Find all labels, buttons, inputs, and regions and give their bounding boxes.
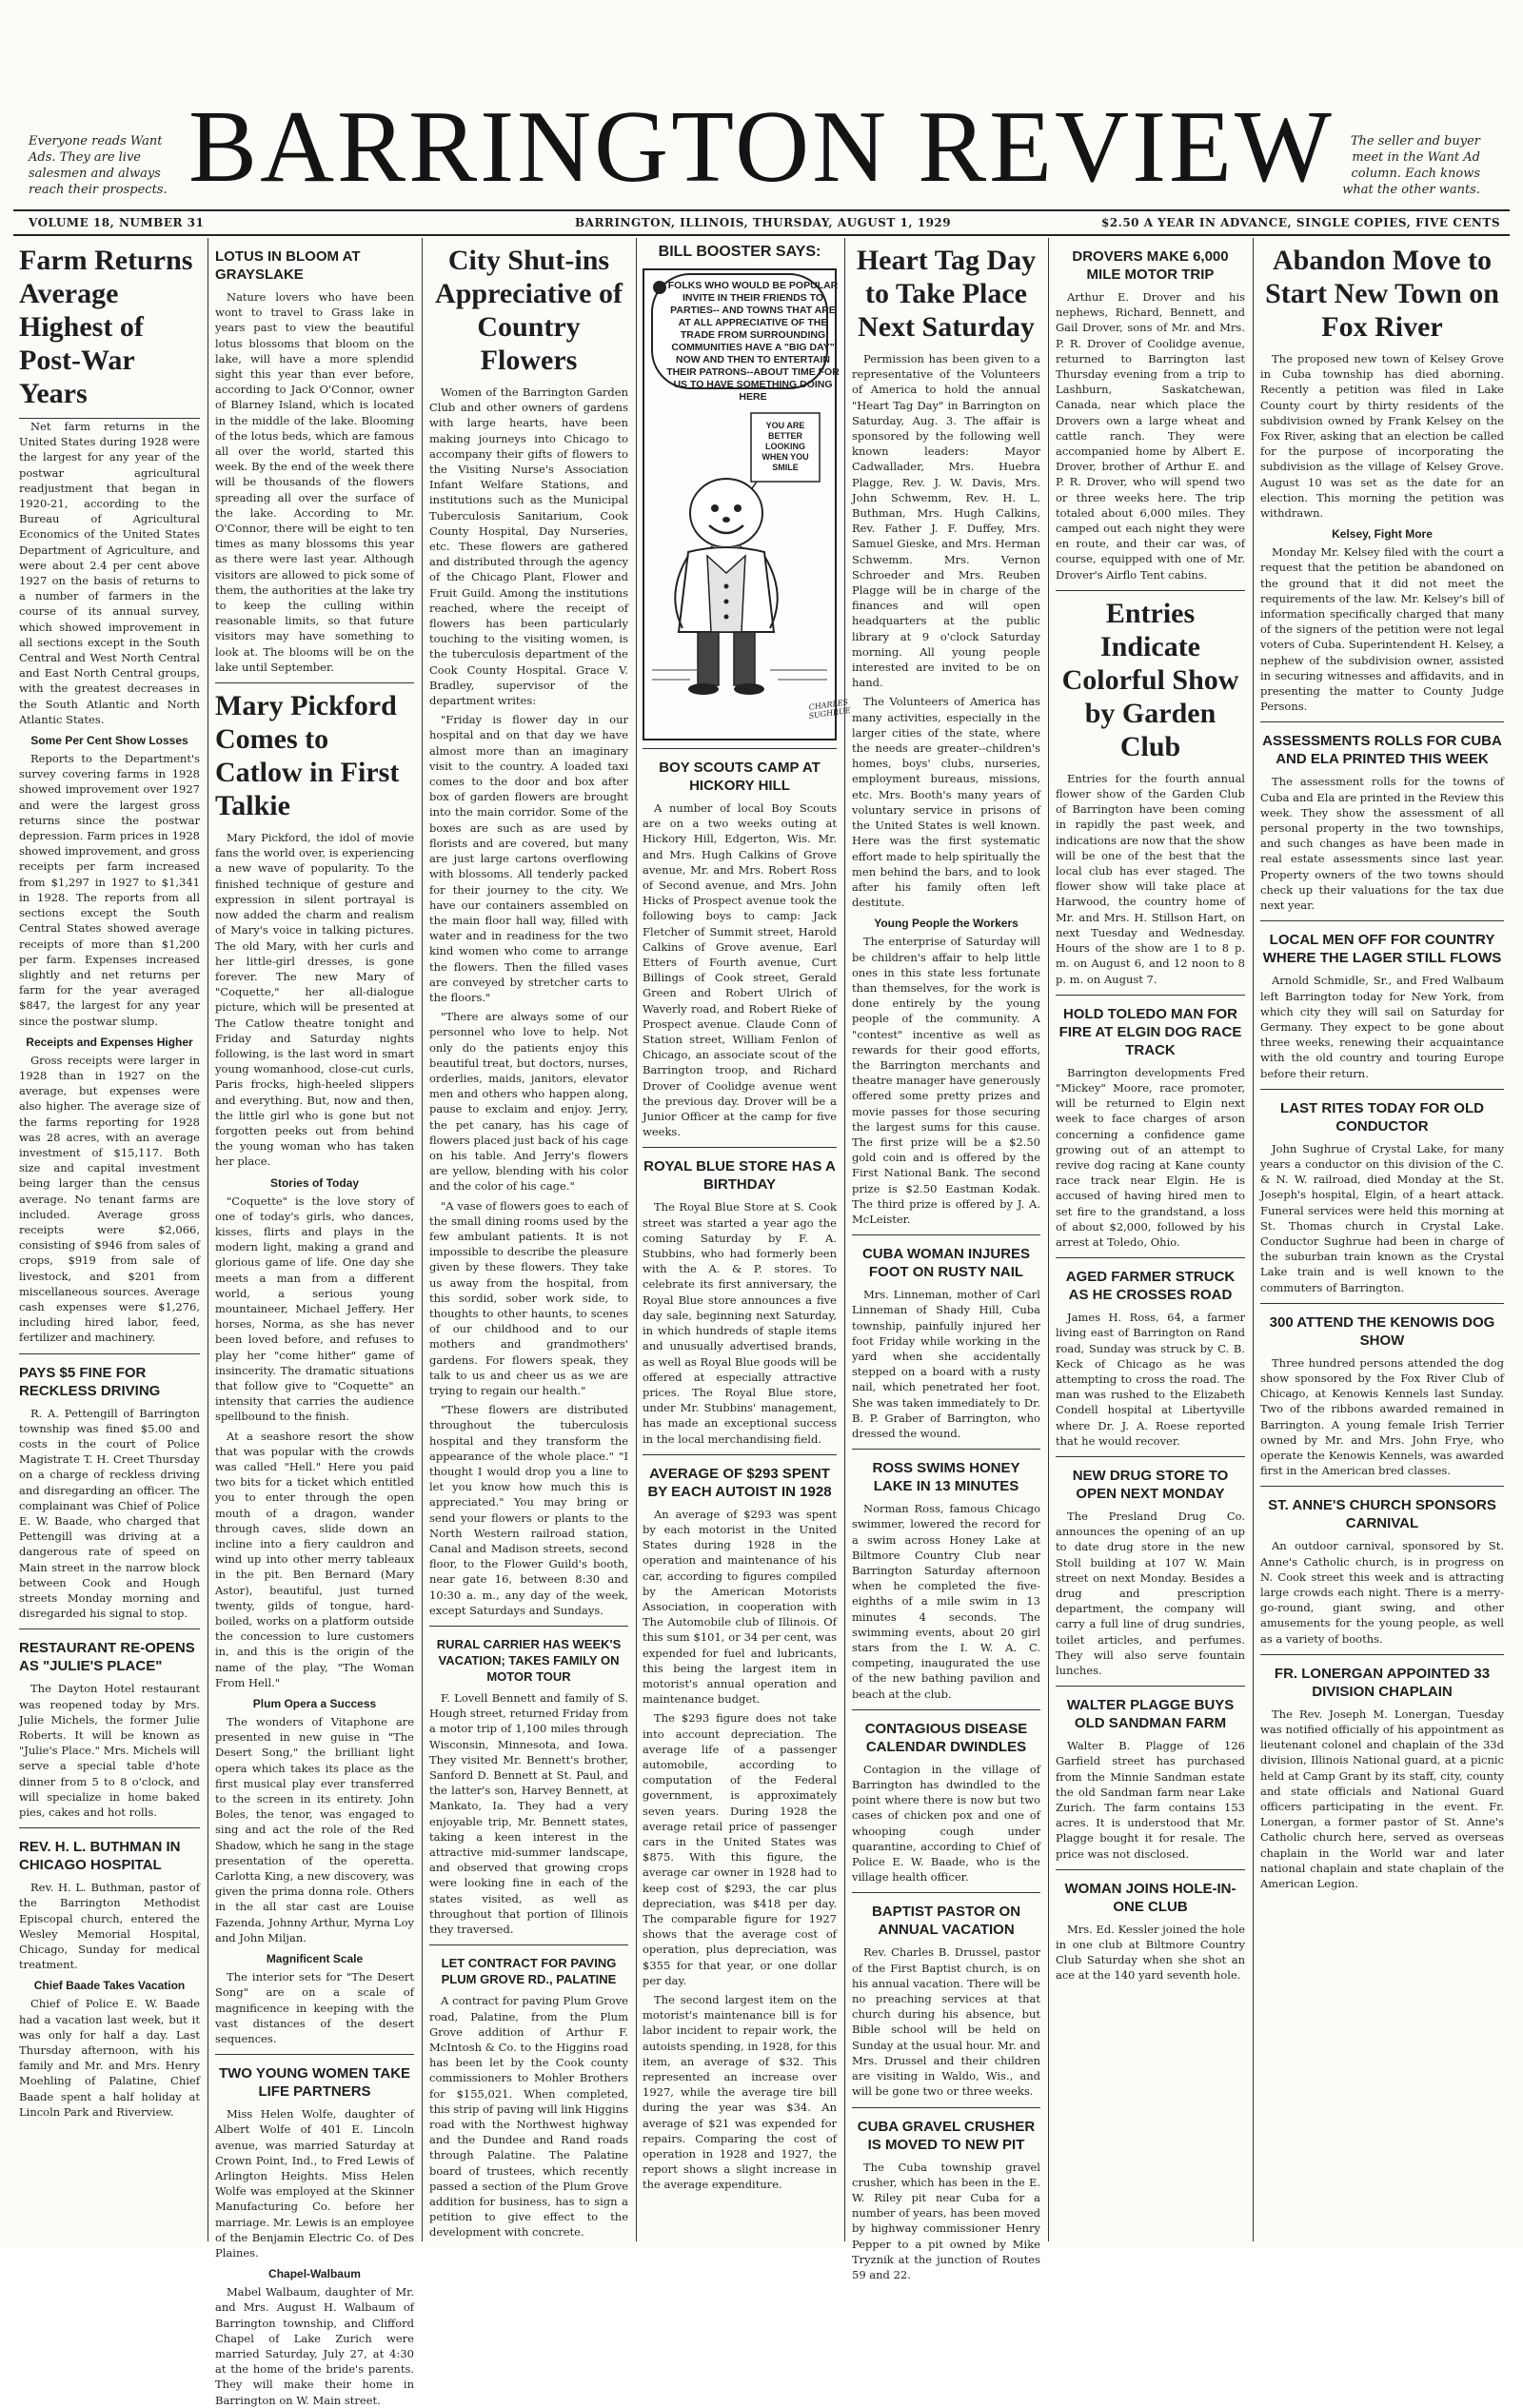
article-divider xyxy=(1260,1654,1504,1655)
article-body: Walter B. Plagge of 126 Garfield street has purchased from the Minnie Sandman estate the old Sandman farm near Lake Zurich. The farm contains 153 acres. It is understood that Mr. Plagge bought it for resale. The price was not disclosed. xyxy=(1056,1739,1245,1861)
dateline xyxy=(13,213,1510,232)
article-body: The Volunteers of America has many activities, especially in the larger cities of the state, where the needs are greater--children's homes, boys' clubs, nurseries, employment bureaus, missions, etc. Mrs. Booth's many years of voluntary service in prisons of the United States is well known. Here was the first systematic effort made to help spiritually the men behind the bars, and to look after his family often left destitute. xyxy=(852,695,1040,910)
subhead: Kelsey, Fight More xyxy=(1332,527,1433,542)
subhead: Young People the Workers xyxy=(874,917,1019,931)
headline-boy-scouts: BOY SCOUTS CAMP AT HICKORY HILL xyxy=(659,760,821,794)
headline-drovers-trip: DROVERS MAKE 6,000 MILE MOTOR TRIP xyxy=(1072,248,1229,283)
column-rule xyxy=(422,238,423,2241)
right-ear-note: The seller and buyer meet in the Want Ad column. Each knows what the other wants. xyxy=(1342,134,1480,197)
subhead: Stories of Today xyxy=(269,1175,360,1190)
article-body: The Cuba township gravel crusher, which has been in the E. W. Riley pit near Cuba for a number of years, has been moved by highway commissioner Henry Pepper to a pit owned by Mike Tryznik at the junction of Routes 59 and 22. xyxy=(852,2160,1040,2281)
column-1 xyxy=(19,238,200,2241)
masthead-rule-bottom xyxy=(13,234,1510,236)
column-3 xyxy=(429,238,628,2241)
article-body: At a seashore resort the show that was popular with the crowds was called "Hell." Here you paid two bits for a ticket which entitled you to enter through the open mouth of a dragon, wander through caves, slide down an incline into a fiery cauldron and wind up into other merry tableaux in the pit. Ben Bernard (Mary Astor), beautiful, just turned twenty, gilds of tongue, hard-boiled, works on a platform outside the concession to lure customers in, and this is the origin of the name of the play, "The Woman From Hell." xyxy=(215,1429,414,1689)
article-divider xyxy=(19,1827,200,1828)
headline-autoist-spending: AVERAGE OF $293 SPENT BY EACH AUTOIST IN 1928 xyxy=(647,1465,832,1500)
article-body: The interior sets for "The Desert Song" are on a scale of magnificence in keeping with the vast distances of the desert sequences. xyxy=(215,1970,414,2045)
article-body: Mabel Walbaum, daughter of Mr. and Mrs. August H. Walbaum of Barrington township, and Clifford Chapel of Lake Zurich were married Saturday, July 27, at 4:30 at the home of the bride's parents. They will make their home in Barrington on W. Main street. xyxy=(215,2285,414,2407)
article-body: The Royal Blue Store at S. Cook street was started a year ago the coming Saturday by F. A. Stubbins, who had formerly been with the A. & P. stores. To celebrate its first anniversary, the Royal Blue store announces a five day sale, beginning next Saturday, in which hundreds of staple items and unusually advertised brands, as well as Royal Blue goods will be offered at especially attractive prices. The Royal Blue store, under Mr. Stubbins' management, has made an exceptional success in the local merchandising field. xyxy=(643,1200,837,1446)
cartoonist-signature: CHARLES SUGHRUE xyxy=(808,698,852,720)
article-body: "A vase of flowers goes to each of the small dining rooms used by the few ambulant patients. It is not impossible to describe the pleasure given by these flowers. They take us away from the hospital, from this sordid, sober work side, to thoughts to other haunts, to scenes of our childhood and to our mothers and grandmothers' gardens. For flowers speak, they talk to us and cheer us as we are trying to regain our health." xyxy=(429,1198,628,1397)
article-body: The $293 figure does not take into account depreciation. The average life of a passenger automobile, according to computation of the Federal government, is approximately seven years. During 1928 the average retail price of passenger cars in the United States was $875. With this figure, the average car owner in 1928 had to keep cost of $293, the car plus depreciation, was $418 per day. The comparable figure for 1927 shows that the average cost of operation, plus depreciation, was $355 for that year, or one dollar per day. xyxy=(643,1711,837,1987)
headline-royal-blue: ROYAL BLUE STORE HAS A BIRTHDAY xyxy=(643,1158,836,1194)
headline-st-annes-carnival: ST. ANNE'S CHURCH SPONSORS CARNIVAL xyxy=(1268,1497,1496,1532)
headline-toledo-man: HOLD TOLEDO MAN FOR FIRE AT ELGIN DOG RACE TRACK xyxy=(1058,1005,1242,1058)
masthead-rule-top xyxy=(13,209,1510,211)
cartoon-speech-bubble: YOU ARE BETTER LOOKING WHEN YOU SMILE xyxy=(762,421,809,472)
article-body: Rev. Charles B. Drussel, pastor of the First Baptist church, is on his annual vacation. There will be no preaching services at that church during his absence, but Bible school will be held on Sunday at the usual hour. Mr. and Mrs. Drussel and their children are visiting in Waldo, Wis., and will be gone two or three weeks. xyxy=(852,1945,1040,2099)
article-divider xyxy=(1056,590,1245,591)
article-body: The Presland Drug Co. announces the opening of an up to date drug store in the new Stoll building at 107 W. Main street on next Monday. Besides a drug and prescription department, the company will carry a full line of drug sundries, toilet articles, and perfumes. They will also serve fountain lunches. xyxy=(1056,1509,1245,1677)
subhead: Chief Baade Takes Vacation xyxy=(33,1979,186,1993)
bill-booster-cartoon xyxy=(643,268,852,740)
article-body: Mrs. Linneman, mother of Carl Linneman of Shady Hill, Cuba township, painfully injured her foot Friday while working in the yard when she accidentally stepped on a board with a rusty nail, which penetrated her foot. She was taken immediately to Dr. B. P. Graber of Barrington, who dressed the wound. xyxy=(852,1288,1040,1440)
article-body: Women of the Barrington Garden Club and other owners of gardens with large hearts, have been making journeys into Chicago to accompany their gifts of flowers to the Visiting Nurse's Association Infant Welfare Stations, and institutions such as the Municipal Tuberculosis Sanitarium, Cook County Hospital, Day Nurseries, etc. These flowers are gathered and distributed through the agency of the Chicago Plant, Flower and Fruit Guild. Among the institutions reached, where the receipt of flowers has been particularly touching to the visiting women, is the tuberculosis department of the Cook County Hospital. Grace V. Bradley, supervisor of the department writes: xyxy=(429,385,628,708)
subhead: Chapel-Walbaum xyxy=(268,2267,361,2281)
left-ear-note: Everyone reads Want Ads. They are live salesmen and always reach their prospects. xyxy=(29,134,168,197)
article-body: Arnold Schmidle, Sr., and Fred Walbaum left Barrington today for New York, from which city they will sail on Saturday for Germany. They expect to be gone about three weeks, renewing their acquaintance with the old country and touring Europe before their return. xyxy=(1260,974,1504,1080)
headline-heart-tag-day: Heart Tag Day to Take Place Next Saturday xyxy=(856,245,1037,343)
article-body: Gross receipts were larger in 1928 than in 1927 on the average, but expenses were also higher. The average size of the farms reporting for 1928 was 28 acres, with an average investment of $15,117. Both size and capital investment being larger than the census average. No tenant farms are included. Average gross receipts were $2,066, consisting of $946 from sales of crops, $919 from sale of livestock, and $201 from miscellaneous sources. Average cash expenses were $1,276, including hired labor, feed, fertilizer and machinery. xyxy=(19,1053,200,1345)
headline-local-men-germany: LOCAL MEN OFF FOR COUNTRY WHERE THE LAGER STILL FLOWS xyxy=(1262,932,1502,967)
volume-number: VOLUME 18, NUMBER 31 xyxy=(29,216,205,229)
article-body: The second largest item on the motorist's maintenance bill is for labor incident to repair work, the autoists spending, in 1928, for this item, an average of $32. This represented an increase over 1927, while the average tire bill during the year was $34. An average of $21 was expended for repairs. Comparing the cost of operation in 1928 and 1927, the report shows a slight increase in the average expenditure. xyxy=(643,1993,837,2192)
article-body: "Friday is flower day in our hospital and on that day we have almost more than an imaginary visit to the country. A loaded taxi comes to the door and box after box of garden flowers are brought into the main corridor. Some of the boxes are such as are used by florists and are covered, but many are just large cartons overflowing with blossoms. All tenderly packed for their journey to the city. We have our containers assembled on the main floor hall way, filled with water and in readiness for the two kind women who come to arrange the flowers. Then the filled vases are conveyed by stretcher carts to the floors." xyxy=(429,713,628,1004)
article-body: "There are always some of our personnel who love to help. Not only do the patients enjoy this beautiful treat, but doctors, nurses, orderlies, maids, janitors, elevator men and others who happen along, pause to exclaim and enjoy. Jerry, the pet canary, has his cage of flowers placed just back of his cage on his table. And Jerry's flowers are yellow, blending with his color and the color of his cage." xyxy=(429,1010,628,1194)
article-divider xyxy=(1056,1257,1245,1258)
column-rule xyxy=(1253,238,1254,2241)
article-body: The enterprise of Saturday will be children's affair to help little ones in this state less fortunate than themselves, for the work is done entirely by the young people of the community. A "contest" incentive as well as rewards for their good efforts, the Barrington merchants and theatre manager have generously offered some pretty prizes and movie passes for those securing the largest sums for this cause. The first prize will be a $2.50 gold coin and is offered by the First National Bank. The second prize is $2.50 Eastman Kodak. The third prize is offered by J. A. McLeister. xyxy=(852,935,1040,1226)
article-divider xyxy=(1260,1303,1504,1304)
article-body: F. Lovell Bennett and family of S. Hough street, returned Friday from a motor trip of 1,100 miles through Wisconsin, Minnesota, and Iowa. They visited Mr. Bennett's brother, Sanford D. Bennett at St. Paul, and the latter's son, Harvey Bennett, at Mankato, Ia. They had a very enjoyable trip, Mr. Bennett states, taking a keen interest in the attractive mid-summer landscape, and observed that growing crops were looking fine in each of the states visited, as well as throughout that portion of Illinois they traversed. xyxy=(429,1691,628,1937)
article-body: Three hundred persons attended the dog show sponsored by the Fox River Club of Chicago, at Kenowis Kennels last Sunday. Two of the ribbons awarded remained in Barrington. A young female Irish Terrier owned by Mr. and Mrs. John Frye, who operate the Kenowis Kennels, was awarded first in the American bred classes. xyxy=(1260,1355,1504,1478)
column-7 xyxy=(1260,238,1504,2241)
article-body: "These flowers are distributed throughout the tuberculosis hospital and they transform the appearance of the whole place." "I thought I would drop you a line to let you know how much this is appreciated." You may bring or send your flowers or plants to the North Western railroad station, Canal and Madison streets, second floor, to the Flower Guild's booth, near gate 16, between 8:30 and 10:30 a. m., any day of the week, except Saturdays and Sundays. xyxy=(429,1403,628,1617)
article-divider xyxy=(643,1147,837,1148)
article-divider xyxy=(643,748,837,749)
column-rule xyxy=(636,238,637,2241)
article-body: Miss Helen Wolfe, daughter of Albert Wolfe of 401 E. Lincoln avenue, was married Saturday at Crown Point, Ind., to Fred Lewis of Arlington Heights. Miss Helen Wolfe was employed at the Skinner Manufacturing Co. before her marriage. Mr. Lewis is an employee of the Benjamin Electric Co. of Des Plaines. xyxy=(215,2107,414,2260)
article-body: The wonders of Vitaphone are presented in new guise in "The Desert Song," the brilliant light opera which takes its place as the first musical play ever transferred to the screen in its entirety. John Boles, the tenor, was engaged to sing and act the role of the Red Shadow, which he sang in the stage presentation of the operetta. Carlotta King, a new discovery, was given the prima donna role. Others in the all star cast are Louise Fazenda, Johnny Arthur, Myrna Loy and John Miljan. xyxy=(215,1715,414,1944)
article-body: Reports to the Department's survey covering farms in 1928 showed improvement over 1927 and were the largest gross returns since the postwar depression. Farm prices in 1928 showed improvement, and gross receipts per farm increased from $1,297 in 1927 to $1,341 in 1928. The reports from all sections except the South Central States showed average receipts of more than $1,200 per farm. Expenses increased slightly and net returns per farm for the year averaged $847, the largest for any year since the postwar slump. xyxy=(19,752,200,1028)
article-body: The Dayton Hotel restaurant was reopened today by Mrs. Julie Michels, the former Julie Roberts. It will be known as "Julie's Place." Mrs. Michels will serve a special table d'hote dinner from 5 to 8 o'clock, and will specialize in home baked pies, cakes and hot rolls. xyxy=(19,1682,200,1820)
article-divider xyxy=(215,682,414,683)
article-divider xyxy=(852,2107,1040,2108)
headline-two-young-women: TWO YOUNG WOMEN TAKE LIFE PARTNERS xyxy=(218,2065,411,2101)
cartoon-caption: FOLKS WHO WOULD BE POPULAR INVITE IN THEIR FRIENDS TO PARTIES-- AND TOWNS THAT ARE AT ALL APPRECIATIVE OF THE TRADE FROM SURROUNDING COMMUNITIES HAVE A "BIG DAY" NOW AND THEN TO ENTERTAIN THEIR PATRONS--ABOUT TIME FOR US TO HAVE SOMETHING DOING HERE xyxy=(666,280,840,403)
article-divider xyxy=(1260,1089,1504,1090)
article-divider xyxy=(1056,1869,1245,1870)
article-body: John Sughrue of Crystal Lake, for many years a conductor on this division of the C. & N. W. railroad, died Monday at the St. Joseph's hospital, Elgin, of a heart attack. Funeral services were held this morning at St. Thomas church in Crystal Lake. Conductor Sughrue had been in charge of the suburban train known as the Crystal Lake train and is well known to the commuters of Barrington. xyxy=(1260,1141,1504,1294)
article-body: Monday Mr. Kelsey filed with the court a request that the petition be abandoned on the ground that it did not meet the requirements of the law. Mr. Kelsey's bill of information specifically charged that many of the signers of the petition were not legal voters of Cuba. Superintendent H. Kelsey, a nephew of the subdivision owner, assisted in securing witnesses and affidavits, and in presenting the matter to County Judge Persons. xyxy=(1260,545,1504,714)
headline-mary-pickford: Mary Pickford Comes to Catlow in First Talkie xyxy=(215,690,400,822)
headline-walter-plagge: WALTER PLAGGE BUYS OLD SANDMAN FARM xyxy=(1066,1697,1235,1732)
article-divider xyxy=(19,1628,200,1629)
article-body: The Rev. Joseph M. Lonergan, Tuesday was notified officially of his appointment as lieutenant colonel and chaplain of the 33d division, Illinois National guard, at a picnic held at Camp Grant by its staff, city, county and state officials and National Guard officers participating in the event. Fr. Lonergan, a former pastor of St. Anne's Catholic church here, served as overseas chaplain in the World war and later national chaplain and state chaplain of the American Legion. xyxy=(1260,1707,1504,1891)
subhead: Some Per Cent Show Losses xyxy=(30,734,188,748)
headline-abandon-move: Abandon Move to Start New Town on Fox River xyxy=(1265,245,1499,343)
subhead: Magnificent Scale xyxy=(266,1952,364,1966)
headline-new-drug-store: NEW DRUG STORE TO OPEN NEXT MONDAY xyxy=(1072,1467,1229,1502)
article-body: James H. Ross, 64, a farmer living east of Barrington on Rand road, Sunday was struck by C. B. Keck of Chicago as he was attempting to cross the road. The man was rushed to the Elizabeth Condell hospital at Libertyville where Dr. J. A. Roese reported that he would recover. xyxy=(1056,1311,1245,1448)
article-divider xyxy=(1260,920,1504,921)
article-body: An outdoor carnival, sponsored by St. Anne's Catholic church, is in progress on N. Cook street this week and is attracting large crowds each night. There is a merry-go-round, giant swing, and other amusements for the young people, as well as a variety of booths. xyxy=(1260,1539,1504,1646)
cartoon-title: BILL BOOSTER SAYS: xyxy=(658,244,821,260)
article-divider xyxy=(852,1709,1040,1710)
article-divider xyxy=(19,1353,200,1354)
masthead-title: BARRINGTON REVIEW xyxy=(188,90,1335,204)
article-divider xyxy=(1056,995,1245,996)
headline-city-shut-ins: City Shut-ins Appreciative of Country Flowers xyxy=(435,245,623,376)
article-divider xyxy=(215,2054,414,2055)
article-body: Entries for the fourth annual flower show of the Garden Club of Barrington have been coming in rapidly the past week, and indications are now that the show will be one of the best that the local club has ever staged. The flower show will take place at Harwood, the country home of Mr. and Mrs. H. Stillson Hart, on next Tuesday and Wednesday. Hours of the show are 1 to 8 p. m. on August 6, and 12 noon to 8 p. m. on August 7. xyxy=(1056,771,1245,986)
article-divider xyxy=(429,1626,628,1627)
headline-rural-carrier: RURAL CARRIER HAS WEEK'S VACATION; TAKES FAMILY ON MOTOR TOUR xyxy=(436,1637,622,1685)
headline-contagious-disease: CONTAGIOUS DISEASE CALENDAR DWINDLES xyxy=(864,1720,1028,1755)
column-rule xyxy=(1048,238,1049,2241)
article-divider xyxy=(1056,1686,1245,1687)
column-5 xyxy=(852,238,1040,2281)
article-body: Norman Ross, famous Chicago swimmer, lowered the record for a swim across Honey Lake at Biltmore Country Club near Barrington Saturday afternoon when he completed the five-eighths of a mile swim in 13 minutes 4 seconds. The swimming events, about 20 girl stars from the I. W. A. C. competing, inaugurated the use of the new bathing pavilion and beach at the club. xyxy=(852,1502,1040,1701)
article-body: A contract for paving Plum Grove road, Palatine, from the Plum Grove addition of Arthur F. McIntosh & Co. to the Higgins road has been let by the Cook county commissioners to Mohler Brothers for $155,021. When completed, this strip of paving will link Higgins road with the Northwest highway and the Dundee and Rand roads through Palatine. The Palatine board of trustees, which recently passed a section of the Plum Grove addition for business, has to sign a petition to give effect to the development with concrete. xyxy=(429,1994,628,2240)
headline-cuba-woman: CUBA WOMAN INJURES FOOT ON RUSTY NAIL xyxy=(861,1246,1031,1281)
article-divider xyxy=(852,1234,1040,1235)
subhead: Plum Opera a Success xyxy=(252,1697,377,1711)
headline-hole-in-one: WOMAN JOINS HOLE-IN-ONE CLUB xyxy=(1064,1880,1236,1915)
place-and-date: BARRINGTON, ILLINOIS, THURSDAY, AUGUST 1, 1929 xyxy=(575,216,952,229)
headline-lotus: LOTUS IN BLOOM AT GRAYSLAKE xyxy=(215,248,361,283)
article-divider xyxy=(852,1892,1040,1893)
headline-restaurant: RESTAURANT RE-OPENS AS "JULIE'S PLACE" xyxy=(19,1640,195,1675)
article-body: Nature lovers who have been wont to travel to Grass lake in years past to view the beautiful lotus blossoms that bloom on the lake, will have a more splendid sight this year than ever before, according to Jack O'Connor, owner of Blarney Island, which is located in the middle of the lake. Blooming of the lotus beds, which are famous all over the world, started this week. By the end of the week there will be thousands of the flowers spreading all over the surface of the lake. According to Mr. O'Connor, there will be eight to ten times as many blossoms this year as there were last year. Although visitors are allowed to pick some of them, the authorities at the lake try to keep the culling within reasonable limits, so that future visitors may have something to look at. The blooms will be on the lake until September. xyxy=(215,290,414,674)
headline-buthman: REV. H. L. BUTHMAN IN CHICAGO HOSPITAL xyxy=(19,1839,181,1874)
headline-baptist-pastor: BAPTIST PASTOR ON ANNUAL VACATION xyxy=(871,1904,1021,1939)
headline-last-rites: LAST RITES TODAY FOR OLD CONDUCTOR xyxy=(1280,1099,1484,1135)
article-divider xyxy=(1260,1486,1504,1487)
article-divider xyxy=(429,1944,628,1945)
article-divider xyxy=(1260,721,1504,722)
article-divider xyxy=(643,1454,837,1455)
headline-ross-swims: ROSS SWIMS HONEY LAKE IN 13 MINUTES xyxy=(872,1460,1020,1495)
column-4 xyxy=(643,238,852,2241)
headline-garden-club-show: Entries Indicate Colorful Show by Garden Club xyxy=(1061,597,1239,762)
article-body: An average of $293 was spent by each motorist in the United States during 1928 in the operation and maintenance of his car, according to figures compiled by the American Motorists Association, in cooperation with The Automobile club of Illinois. Of this sum $101, or 34 per cent, was expended for fuel and lubricants, this being the largest item in motorist's annual operation and maintenance budget. xyxy=(643,1507,837,1707)
article-body: Net farm returns in the United States during 1928 were the largest for any year of the postwar agricultural readjustment that began in 1920-21, according to the Bureau of Agricultural Economics of the United States Department of Agriculture, and were about 2.4 per cent above 1927 on the basis of returns to a number of farmers in the course of its annual survey, which showed improvement in all sections except in the South Central and West North Central and East North Central groups, with the greatest decreases in the South Atlantic and North Atlantic States. xyxy=(19,420,200,726)
headline-assessment-rolls: ASSESSMENTS ROLLS FOR CUBA AND ELA PRINTED THIS WEEK xyxy=(1262,733,1502,768)
article-body: Mary Pickford, the idol of movie fans the world over, is experiencing a new wave of popularity. To the finished technique of gesture and expression in silent portrayal is now added the charm and realism of Mary's voice in talking pictures. The old Mary, with her curls and her little-girl dresses, is gone forever. The new Mary of "Coquette," her all-dialogue picture, which will be presented at The Catlow theatre tonight and Friday and Saturday nights following, is the last word in smart young womanhood, close-cut curls, Paris frocks, high-heeled slippers and everything. But, now and then, the little girl who is gone but not forgotten peeks out from behind the young woman who has taken her place. xyxy=(215,831,414,1169)
article-body: Rev. H. L. Buthman, pastor of the Barrington Methodist Episcopal church, entered the Wesley Memorial Hospital, Chicago, Sunday for medical treatment. xyxy=(19,1881,200,1972)
column-2 xyxy=(215,238,414,2407)
article-body: The assessment rolls for the towns of Cuba and Ela are printed in the Review this week. They show the assessment of all personal property in the two townships, and such changes as have been made in real estate assessments since last year. Property owners of the two towns should check up their valuations for the tax due next year. xyxy=(1260,775,1504,913)
headline-lonergan-chaplain: FR. LONERGAN APPOINTED 33 DIVISION CHAPLAIN xyxy=(1274,1665,1491,1700)
article-body: Permission has been given to a representative of the Volunteers of America to hold the annual "Heart Tag Day" in Barrington on Saturday, Aug. 3. The affair is sponsored by the following well known leaders: Mayor Cadwallader, Mrs. Huebra Plagge, Rev. J. W. Davis, Mrs. John Schwemm, Rev. H. L. Buthman, Mrs. Hugh Calkins, Rev. Father J. F. Duffey, Mrs. Samuel Gieske, and Mrs. Herman Schwemm. Mrs. Vernon Schroeder and Mrs. Reuben Plagge will be in charge of the finances and will open headquarters at the public library at 9 o'clock Saturday morning. All young people interested are invited to be on hand. xyxy=(852,352,1040,690)
headline-gravel-crusher: CUBA GRAVEL CRUSHER IS MOVED TO NEW PIT xyxy=(857,2118,1036,2153)
article-divider xyxy=(852,1449,1040,1450)
column-rule xyxy=(844,238,845,2241)
article-body: Mrs. Ed. Kessler joined the hole in one club at Biltmore Country Club Saturday when she shot an ace at the 140 yard seventh hole. xyxy=(1056,1922,1245,1983)
article-body: R. A. Pettengill of Barrington township was fined $5.00 and costs in the court of Police Magistrate T. H. Creet Thursday on a charge of reckless driving and disregarding an officer. The complainant was Chief of Police E. W. Baade, who charged that Pettengill was driving at a dangerous rate of speed on Main street in the narrow block between Cook and Hough streets Monday morning and disregarded his signal to stop. xyxy=(19,1406,200,1621)
article-body: Arthur E. Drover and his nephews, Richard, Bennett, and Gail Drover, sons of Mr. and Mrs. P. R. Drover of Coolidge avenue, returned to Barrington last Thursday evening from a trip to Lashburn, Saskatchewan, Canada, near which place the Drovers own a large wheat and cattle ranch. They were accompanied home by Albert E. Drover, brother of Arthur E. and P. R. Drover, who will spend two or three weeks here. The trip totaled about 6,000 miles. They camped out each night they were en route, and their car was, of course, equipped with one of Mr. Drover's Airflo Tent cabins. xyxy=(1056,290,1245,582)
headline-aged-farmer: AGED FARMER STRUCK AS HE CROSSES ROAD xyxy=(1065,1269,1236,1304)
headline-dog-show: 300 ATTEND THE KENOWIS DOG SHOW xyxy=(1269,1313,1495,1349)
subhead: Receipts and Expenses Higher xyxy=(26,1035,193,1049)
article-body: A number of local Boy Scouts are on a two weeks outing at Hickory Hill, Edgerton, Wis. Mr. and Mrs. Hugh Calkins of Grove avenue, Mr. and Mrs. Robert Ross of Second avenue, and Mrs. John Hicks of Prospect avenue took the following boys to camp: Jack Fletcher of Summit street, Harold Calkins of Grove avenue, Earl Etters of Fourth avenue, Curt Billings of Cook street, Gerald Green and Robert Ulrich of Waverly road, and Robert Rieke of Prospect avenue. Claude Conn of Station street, William Fenlon of Chicago, an associate scout of the Barrington troop, and Richard Drover of Coolidge avenue went the previous day. Drover will be a Junior Officer at the camp for five weeks. xyxy=(643,801,837,1139)
article-body: "Coquette" is the love story of one of today's girls, who dances, kisses, flirts and plays in the modern light, making a grand and glorious game of life. One day she meets a man from a different world, a serious young mountaineer, Michael Jeffery. Her horses, Norma, as she has never been loved before, and refuses to play her "come hither" game of insincerity. The dramatic situations that follow give to "Coquette" an intensity that carries the audience spellbound to the finish. xyxy=(215,1194,414,1424)
article-body: Contagion in the village of Barrington has dwindled to the point where there is now but two cases of chicken pox and one of whooping cough under quarantine, according to Chief of Police E. W. Baade, who is the village health officer. xyxy=(852,1762,1040,1885)
headline-reckless-driving: PAYS $5 FINE FOR RECKLESS DRIVING xyxy=(19,1364,161,1399)
headline-farm-returns: Farm Returns Average Highest of Post-War Years xyxy=(19,245,193,409)
article-body: Barrington developments Fred "Mickey" Moore, race promoter, will be returned to Elgin next week to face charges of arson concerning a confidence game growing out of an attempt to revive dog racing at Kane county race track near Elgin. He is accused of having hired men to set fire to the grandstand, a loss of about $2,000, followed by his arrest at Toledo, Ohio. xyxy=(1056,1065,1245,1249)
article-body: Chief of Police E. W. Baade had a vacation last week, but it was only for half a day. Last Thursday afternoon, with his family and Mr. and Mrs. Henry Moehling of Palatine, Chief Baade spent a half holiday at Lincoln Park and Riverview. xyxy=(19,1997,200,2119)
column-6 xyxy=(1056,238,1245,2241)
headline-paving-contract: LET CONTRACT FOR PAVING PLUM GROVE RD., PALATINE xyxy=(441,1956,617,1987)
subscription-price: $2.50 A YEAR IN ADVANCE, SINGLE COPIES, FIVE CENTS xyxy=(1100,216,1500,229)
article-divider xyxy=(1056,1456,1245,1457)
article-body: The proposed new town of Kelsey Grove in Cuba township has died aborning. Recently a petition was filed in Lake County court by thirty residents of the subdivision owned by Frank Kelsey on the Fox River, asking that an election be called for the purpose of incorporating the subdivision as the village of Kelsey Grove. August 10 was set as the date for an election. This morning the petition was withdrawn. xyxy=(1260,352,1504,521)
